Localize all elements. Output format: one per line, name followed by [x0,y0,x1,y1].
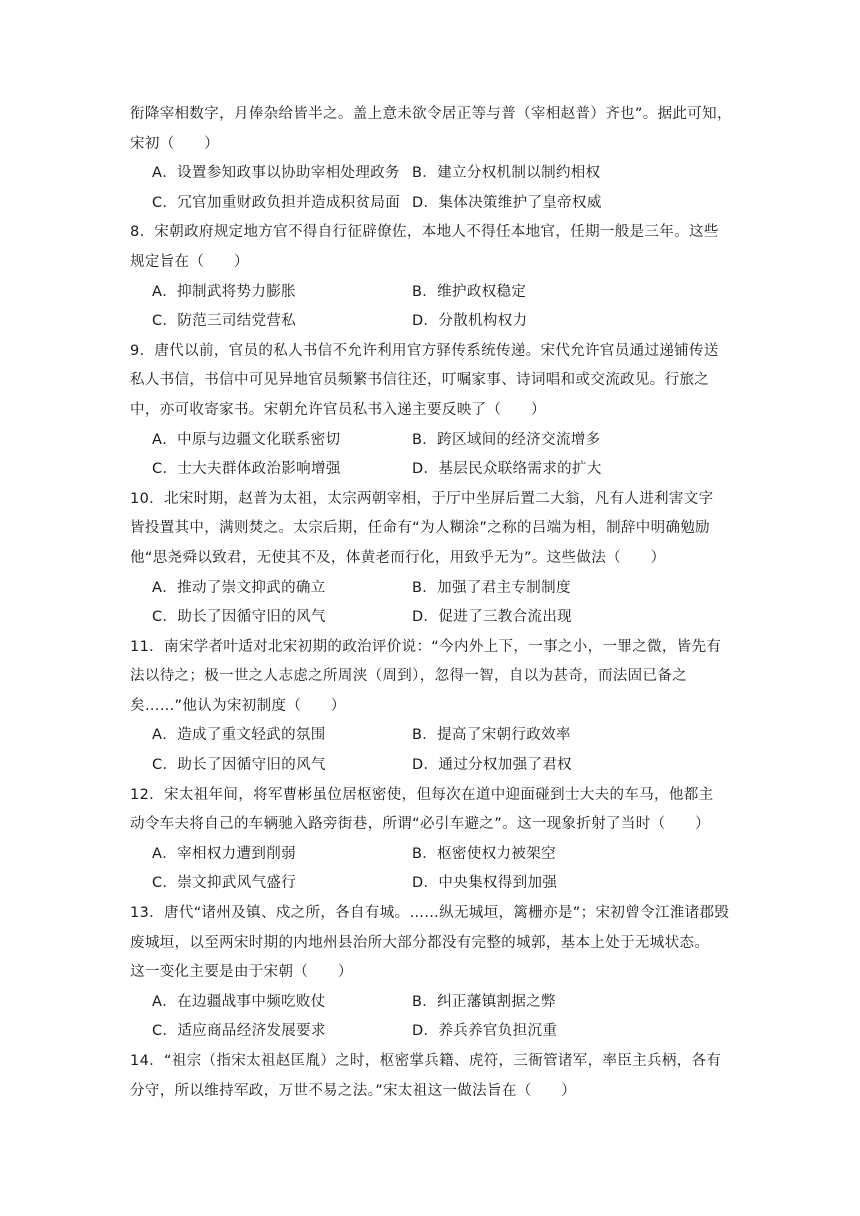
question-7-continued [130,100,740,218]
option-b: B．枢密使权力被架空 [412,845,556,862]
option-row [130,721,740,751]
option-c: C．助长了因循守旧的风气 [152,609,326,626]
option-row [130,307,740,337]
question-8 [130,218,740,336]
question-9 [130,337,740,485]
option-d: D．通过分权加强了君权 [412,757,573,774]
option-b: B．加强了君主专制制度 [412,579,571,596]
question-text-line: 皆投置其中，满则焚之。太宗后期，任命有“为人糊涂”之称的吕端为相，制辞中明确勉励 [130,520,711,537]
option-row [130,603,740,633]
option-d: D．基层民众联络需求的扩大 [412,461,602,478]
option-c: C．防范三司结党营私 [152,313,297,330]
question-text-line: 9．唐代以前，官员的私人书信不允许利用官方驿传系统传递。宋代允许官员通过递铺传送 [130,342,719,359]
option-b: B．建立分权机制以制约相权 [412,165,601,182]
option-d: D．集体决策维护了皇帝权威 [412,194,602,211]
option-c: C．崇文抑武风气盛行 [152,875,297,892]
option-a: A．宰相权力遭到削弱 [152,845,296,862]
question-text-line: 他“思尧舜以致君，无使其不及，体黄老而行化，用致乎无为”。这些做法（ ） [130,549,666,566]
option-a: A．造成了重文轻武的氛围 [152,727,326,744]
question-text-line: 13．唐代“诸州及镇、戍之所，各自有城。……纵无城垣，篱栅亦是”；宋初曾令江淮诸郡毁 [130,905,730,922]
option-d: D．分散机构权力 [412,313,528,330]
option-a: A．推动了崇文抑武的确立 [152,579,326,596]
question-14 [130,1047,740,1106]
exam-page [130,100,740,1106]
question-text-line: 12．宋太祖年间，将军曹彬虽位居枢密使，但每次在道中迎面碰到士大夫的车马，他都主 [130,786,714,803]
question-11 [130,633,740,781]
option-b: B．跨区域间的经济交流增多 [412,431,601,448]
option-row [130,988,740,1018]
question-text-line: 动令车夫将自己的车辆驰入路旁街巷，所谓“必引车避之”。这一现象折射了当时（ ） [130,816,711,833]
option-d: D．养兵养官负担沉重 [412,1023,558,1040]
option-a: A．抑制武将势力膨胀 [152,283,296,300]
option-c: C．适应商品经济发展要求 [152,1023,326,1040]
option-a: A．中原与边疆文化联系密切 [152,431,341,448]
question-text-line: 宋初（ ） [130,135,220,152]
option-d: D．促进了三教合流出现 [412,609,573,626]
question-text-line: 8．宋朝政府规定地方官不得自行征辟僚佐，本地人不得任本地官，任期一般是三年。这些 [130,224,719,241]
question-text-line: 法以待之；极一世之人志虑之所周浃（周到），忽得一智，自以为甚奇，而法固已备之 [130,668,688,685]
question-text-line: 私人书信，书信中可见异地官员频繁书信往还，叮嘱家事、诗词唱和或交流政见。行旅之 [130,372,710,389]
question-text-line: 废城垣，以至两宋时期的内地州县治所大部分都没有完整的城郭，基本上处于无城状态。 [130,934,710,951]
option-row [130,840,740,870]
option-row [130,278,740,308]
question-text-line: 规定旨在（ ） [130,253,249,270]
option-row [130,455,740,485]
question-text-line: 10．北宋时期，赵普为太祖，太宗两朝宰相，于厅中坐屏后置二大翁，凡有人进利害文字 [130,490,714,507]
question-text-line: 这一变化主要是由于宋朝（ ） [130,964,353,981]
question-12 [130,781,740,899]
option-c: C．冗官加重财政负担并造成积贫局面 [152,194,401,211]
question-text-line: 14．“祖宗（指宋太祖赵匡胤）之时，枢密掌兵籍、虎符，三衙管诸军，率臣主兵柄，各有 [130,1053,722,1069]
option-a: A．在边疆战事中频吃败仗 [152,993,326,1010]
option-row [130,751,740,781]
option-row [130,426,740,456]
question-13 [130,899,740,1047]
option-d: D．中央集权得到加强 [412,875,558,892]
option-row [130,869,740,899]
option-b: B．纠正藩镇割据之弊 [412,993,556,1010]
option-row [130,574,740,604]
question-text-line: 11．南宋学者叶适对北宋初期的政治评价说：“今内外上下，一事之小，一罪之微，皆先有 [130,638,722,655]
option-b: B．维护政权稳定 [412,283,527,300]
option-c: C．助长了因循守旧的风气 [152,757,326,774]
question-text-line: 矣……”他认为宋初制度（ ） [130,697,346,714]
option-row [130,189,740,219]
option-row [130,1017,740,1047]
option-a: A．设置参知政事以协助宰相处理政务 [152,165,400,182]
question-text-line: 中，亦可收寄家书。宋朝允许官员私书入递主要反映了（ ） [130,401,546,418]
option-c: C．士大夫群体政治影响增强 [152,461,341,478]
option-b: B．提高了宋朝行政效率 [412,727,571,744]
option-row [130,159,740,189]
question-text-line: 衔降宰相数字，月俸杂给皆半之。盖上意未欲令居正等与普（宰相赵普）齐也”。据此可知， [130,106,732,122]
question-10 [130,485,740,633]
question-text-line: 分守，所以维持军政，万世不易之法。”宋太祖这一做法旨在（ ） [130,1082,577,1099]
